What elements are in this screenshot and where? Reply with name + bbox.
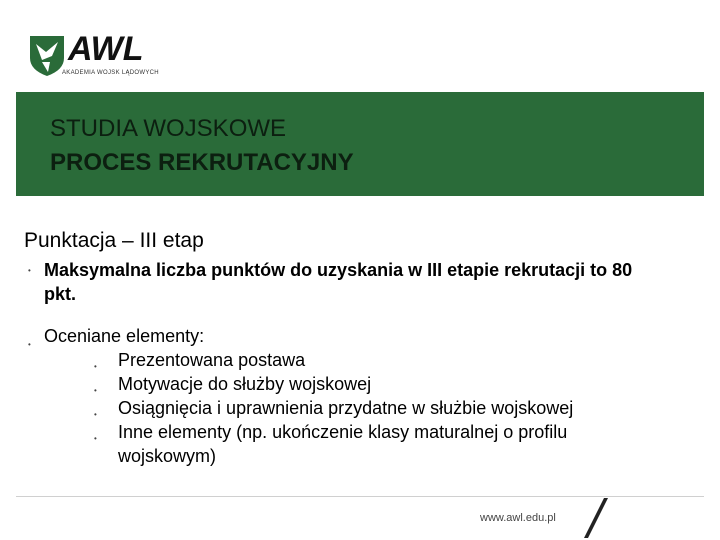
list-item: Motywacje do służby wojskowej [118, 374, 372, 394]
title-banner [16, 92, 704, 196]
bullet-icon: • [94, 434, 97, 443]
bullet-icon: • [94, 410, 97, 419]
footer-slash-icon [582, 498, 610, 538]
points-text-line2: pkt. [44, 284, 77, 304]
section-heading: Punktacja – III etap [24, 229, 204, 252]
list-item: Inne elementy (np. ukończenie klasy maturalnej o profilu [118, 422, 568, 442]
list-item-continuation: wojskowym) [118, 446, 217, 466]
footer-divider [16, 496, 704, 497]
bullet-icon: • [28, 340, 31, 349]
banner-title: STUDIA WOJSKOWE [50, 115, 287, 142]
list-item: Prezentowana postawa [118, 350, 306, 370]
logo-subtitle: AKADEMIA WOJSK LĄDOWYCH [62, 70, 159, 76]
list-item: Osiągnięcia i uprawnienia przydatne w służbie wojskowej [118, 398, 574, 418]
footer-url: www.awl.edu.pl [480, 512, 556, 524]
bullet-icon: • [28, 266, 31, 275]
bullet-icon: • [94, 362, 97, 371]
logo-wordmark: AWL [68, 30, 144, 68]
elements-intro: Oceniane elementy: [44, 326, 205, 346]
banner-subtitle: PROCES REKRUTACYJNY [50, 149, 354, 176]
awl-logo [28, 28, 158, 82]
bullet-icon: • [94, 386, 97, 395]
awl-emblem-icon [28, 32, 66, 76]
points-text-line1: Maksymalna liczba punktów do uzyskania w III etapie rekrutacji to 80 [44, 260, 633, 280]
